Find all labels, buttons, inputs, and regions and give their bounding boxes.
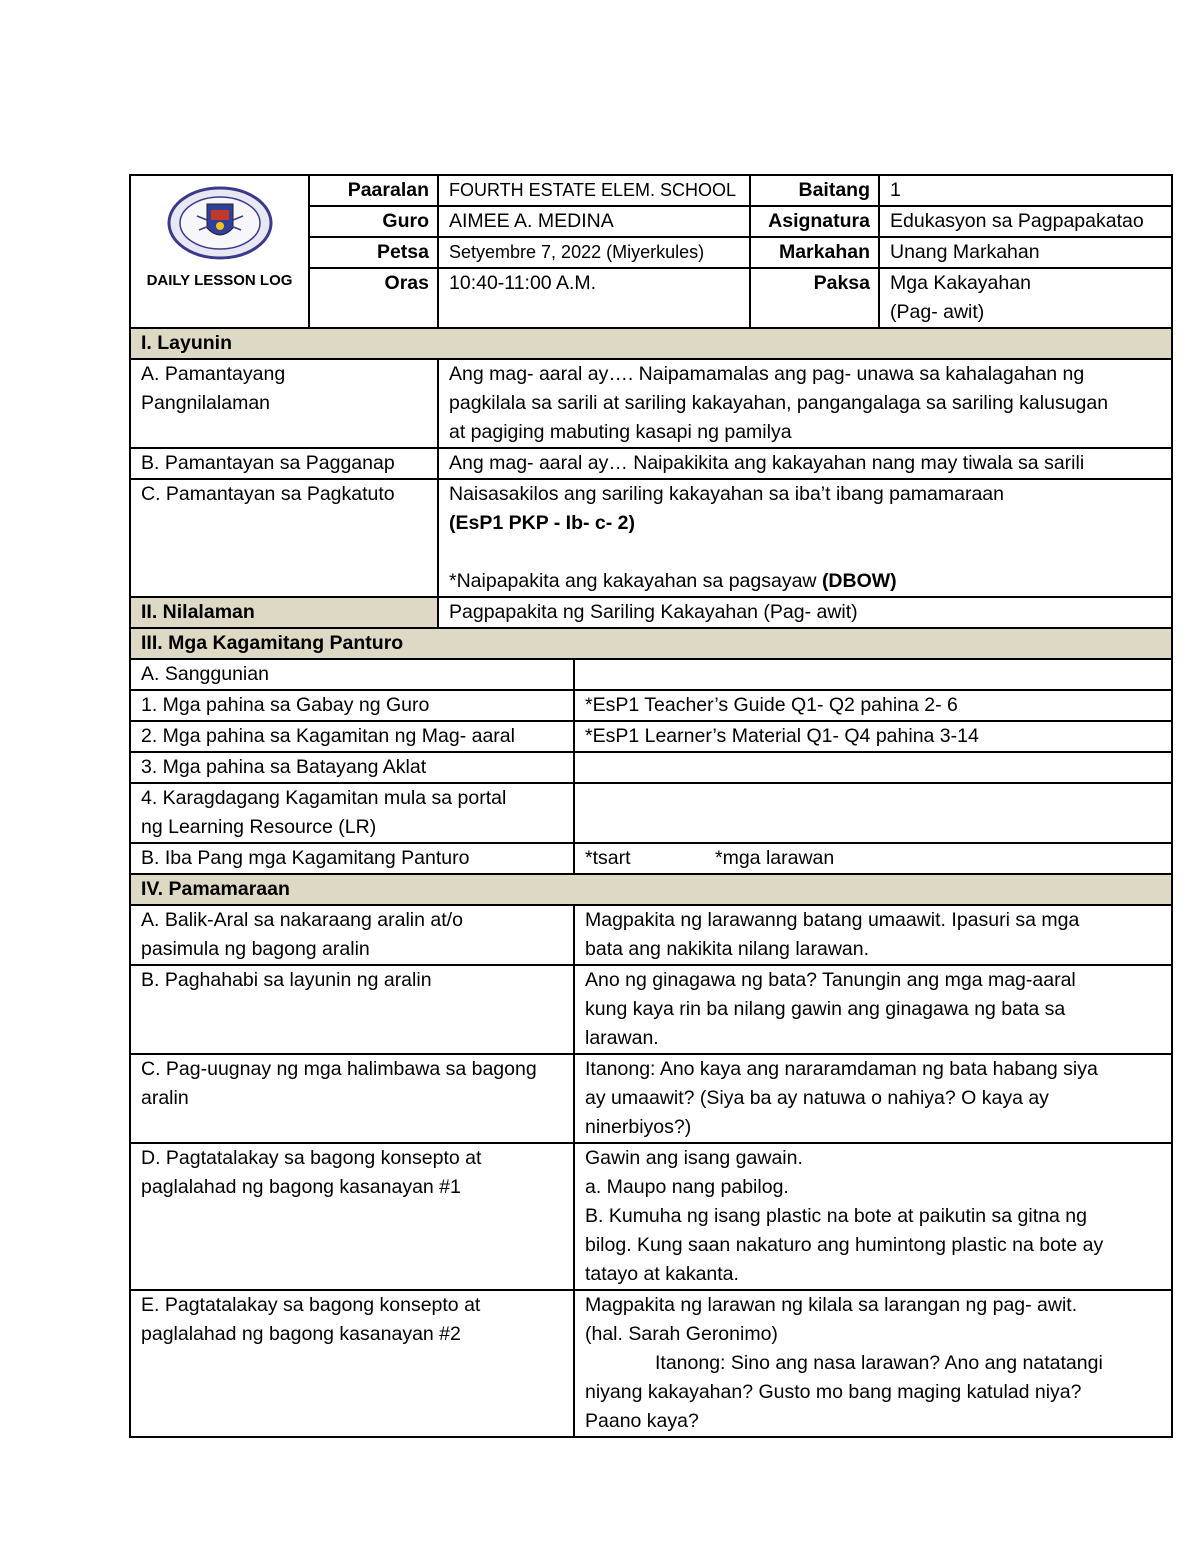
value-line: niyang kakayahan? Gusto mo bang maging katulad niya? [585, 1381, 1082, 1403]
kagamitan-row1-value: *EsP1 Teacher’s Guide Q1- Q2 pahina 2- 6 [574, 690, 1172, 721]
oras-label: Oras [309, 268, 438, 328]
value-line: Magpakita ng larawanng batang umaawit. Ipasuri sa mga [585, 909, 1080, 931]
label-line: pasimula ng bagong aralin [141, 938, 370, 960]
label-line: paglalahad ng bagong kasanayan #1 [141, 1176, 461, 1198]
value-line: bata ang nakikita nilang larawan. [585, 938, 870, 960]
pamamaraan-b-value [574, 965, 1172, 1054]
paaralan-label: Paaralan [309, 175, 438, 206]
value-line: a. Maupo nang pabilog. [585, 1176, 789, 1198]
pamamaraan-b-label: B. Paghahabi sa layunin ng aralin [130, 965, 574, 1054]
value-line: pagkilala sa sarili at sariling kakayahan, pangangalaga sa sariling kalusugan [449, 392, 1109, 414]
value-line: Itanong: Sino ang nasa larawan? Ano ang natatangi [655, 1352, 1103, 1374]
value-text: *tsart [585, 847, 631, 869]
pamamaraan-c-value [574, 1054, 1172, 1143]
value-line: at pagiging mabuting kasapi ng pamilya [449, 421, 792, 443]
label-line: A. Balik-Aral sa nakaraang aralin at/o [141, 909, 463, 931]
guro-label: Guro [309, 206, 438, 237]
value-line: Magpakita ng larawan ng kilala sa larangan ng pag- awit. [585, 1294, 1078, 1316]
blank-line [449, 538, 1165, 567]
pamamaraan-d-label [130, 1143, 574, 1290]
value-line: bilog. Kung saan nakaturo ang humintong plastic na bote ay [585, 1234, 1104, 1256]
kagamitan-row3-value [574, 752, 1172, 783]
layunin-a-value [438, 359, 1172, 448]
value-line: Gawin ang isang gawain. [585, 1147, 803, 1169]
layunin-c-label: C. Pamantayan sa Pagkatuto [130, 479, 438, 597]
pamamaraan-c-label [130, 1054, 574, 1143]
section-kagamitan-title: III. Mga Kagamitang Panturo [130, 628, 1172, 659]
section-layunin-title: I. Layunin [130, 328, 1172, 359]
header-table [129, 174, 1173, 329]
kagamitan-row4-value [574, 783, 1172, 843]
label-line: 4. Karagdagang Kagamitan mula sa portal [141, 787, 507, 809]
petsa-value: Setyembre 7, 2022 (Miyerkules) [438, 237, 750, 268]
guro-value: AIMEE A. MEDINA [438, 206, 750, 237]
paksa-label: Paksa [750, 268, 879, 328]
petsa-label: Petsa [309, 237, 438, 268]
kagamitan-rowb-label: B. Iba Pang mga Kagamitang Panturo [130, 843, 574, 874]
paksa-value [879, 268, 1172, 328]
kagamitan-row1-label: 1. Mga pahina sa Gabay ng Guro [130, 690, 574, 721]
pamamaraan-d-value [574, 1143, 1172, 1290]
kagamitan-rowb-value [574, 843, 1172, 874]
value-line: larawan. [585, 1027, 659, 1049]
label-line: D. Pagtatalakay sa bagong konsepto at [141, 1147, 482, 1169]
sanggunian-value [574, 659, 1172, 690]
asignatura-value: Edukasyon sa Pagpapakatao [879, 206, 1172, 237]
baitang-label: Baitang [750, 175, 879, 206]
daily-lesson-log [129, 174, 1171, 1438]
paksa-value-line: Mga Kakayahan [890, 272, 1031, 294]
oras-value: 10:40-11:00 A.M. [438, 268, 750, 328]
section-nilalaman-title: II. Nilalaman [130, 597, 438, 628]
value-line: Ang mag- aaral ay…. Naipamamalas ang pag- unawa sa kahalagahan ng [449, 363, 1085, 385]
layunin-a-label [130, 359, 438, 448]
dbow-tag: (DBOW) [821, 570, 897, 592]
paksa-value-line: (Pag- awit) [890, 301, 985, 323]
paaralan-value: FOURTH ESTATE ELEM. SCHOOL [438, 175, 750, 206]
layunin-c-value [438, 479, 1172, 597]
layunin-table [129, 327, 1173, 629]
kagamitan-row4-label [130, 783, 574, 843]
label-line: ng Learning Resource (LR) [141, 816, 377, 838]
baitang-value: 1 [879, 175, 1172, 206]
kagamitan-row2-value: *EsP1 Learner’s Material Q1- Q4 pahina 3-14 [574, 721, 1172, 752]
pamamaraan-a-value [574, 905, 1172, 965]
value-line: tatayo at kakanta. [585, 1263, 739, 1285]
logo-cell [130, 175, 309, 328]
nilalaman-value: Pagpapakita ng Sariling Kakayahan (Pag- awit) [438, 597, 1172, 628]
pamamaraan-e-value [574, 1290, 1172, 1437]
value-line: ninerbiyos?) [585, 1116, 692, 1138]
section-pamamaraan-title: IV. Pamamaraan [130, 874, 1172, 905]
value-text: *Naipapakita ang kakayahan sa pagsayaw [449, 570, 817, 592]
value-line: (hal. Sarah Geronimo) [585, 1323, 778, 1345]
asignatura-label: Asignatura [750, 206, 879, 237]
value-line: Itanong: Ano kaya ang nararamdaman ng bata habang siya [585, 1058, 1098, 1080]
value-text: *mga larawan [715, 847, 835, 869]
kagamitan-row3-label: 3. Mga pahina sa Batayang Aklat [130, 752, 574, 783]
label-line: E. Pagtatalakay sa bagong konsepto at [141, 1294, 481, 1316]
label-line: A. Pamantayang [141, 363, 286, 385]
markahan-value: Unang Markahan [879, 237, 1172, 268]
kagamitan-row2-label: 2. Mga pahina sa Kagamitan ng Mag- aaral [130, 721, 574, 752]
value-line: Naisasakilos ang sariling kakayahan sa iba’t ibang pamamaraan [449, 483, 1004, 505]
value-line: B. Kumuha ng isang plastic na bote at paikutin sa gitna ng [585, 1205, 1087, 1227]
pamamaraan-a-label [130, 905, 574, 965]
label-line: C. Pag-uugnay ng mga halimbawa sa bagong [141, 1058, 537, 1080]
value-line [449, 567, 1165, 596]
label-line: paglalahad ng bagong kasanayan #2 [141, 1323, 461, 1345]
layunin-b-value: Ang mag- aaral ay… Naipakikita ang kakayahan nang may tiwala sa sarili [438, 448, 1172, 479]
logo-label: DAILY LESSON LOG [146, 272, 293, 289]
markahan-label: Markahan [750, 237, 879, 268]
deped-seal-icon [167, 186, 273, 260]
sanggunian-label: A. Sanggunian [130, 659, 574, 690]
pamamaraan-e-label [130, 1290, 574, 1437]
value-line: Paano kaya? [585, 1410, 699, 1432]
value-line: kung kaya rin ba nilang gawin ang ginagawa ng bata sa [585, 998, 1066, 1020]
label-line: aralin [141, 1087, 189, 1109]
kagamitan-table [129, 627, 1173, 1438]
label-line: Pangnilalaman [141, 392, 271, 414]
value-line: Ano ng ginagawa ng bata? Tanungin ang mga mag-aaral [585, 969, 1076, 991]
competency-code: (EsP1 PKP - Ib- c- 2) [449, 512, 636, 534]
layunin-b-label: B. Pamantayan sa Pagganap [130, 448, 438, 479]
value-line: ay umaawit? (Siya ba ay natuwa o nahiya? O kaya ay [585, 1087, 1049, 1109]
